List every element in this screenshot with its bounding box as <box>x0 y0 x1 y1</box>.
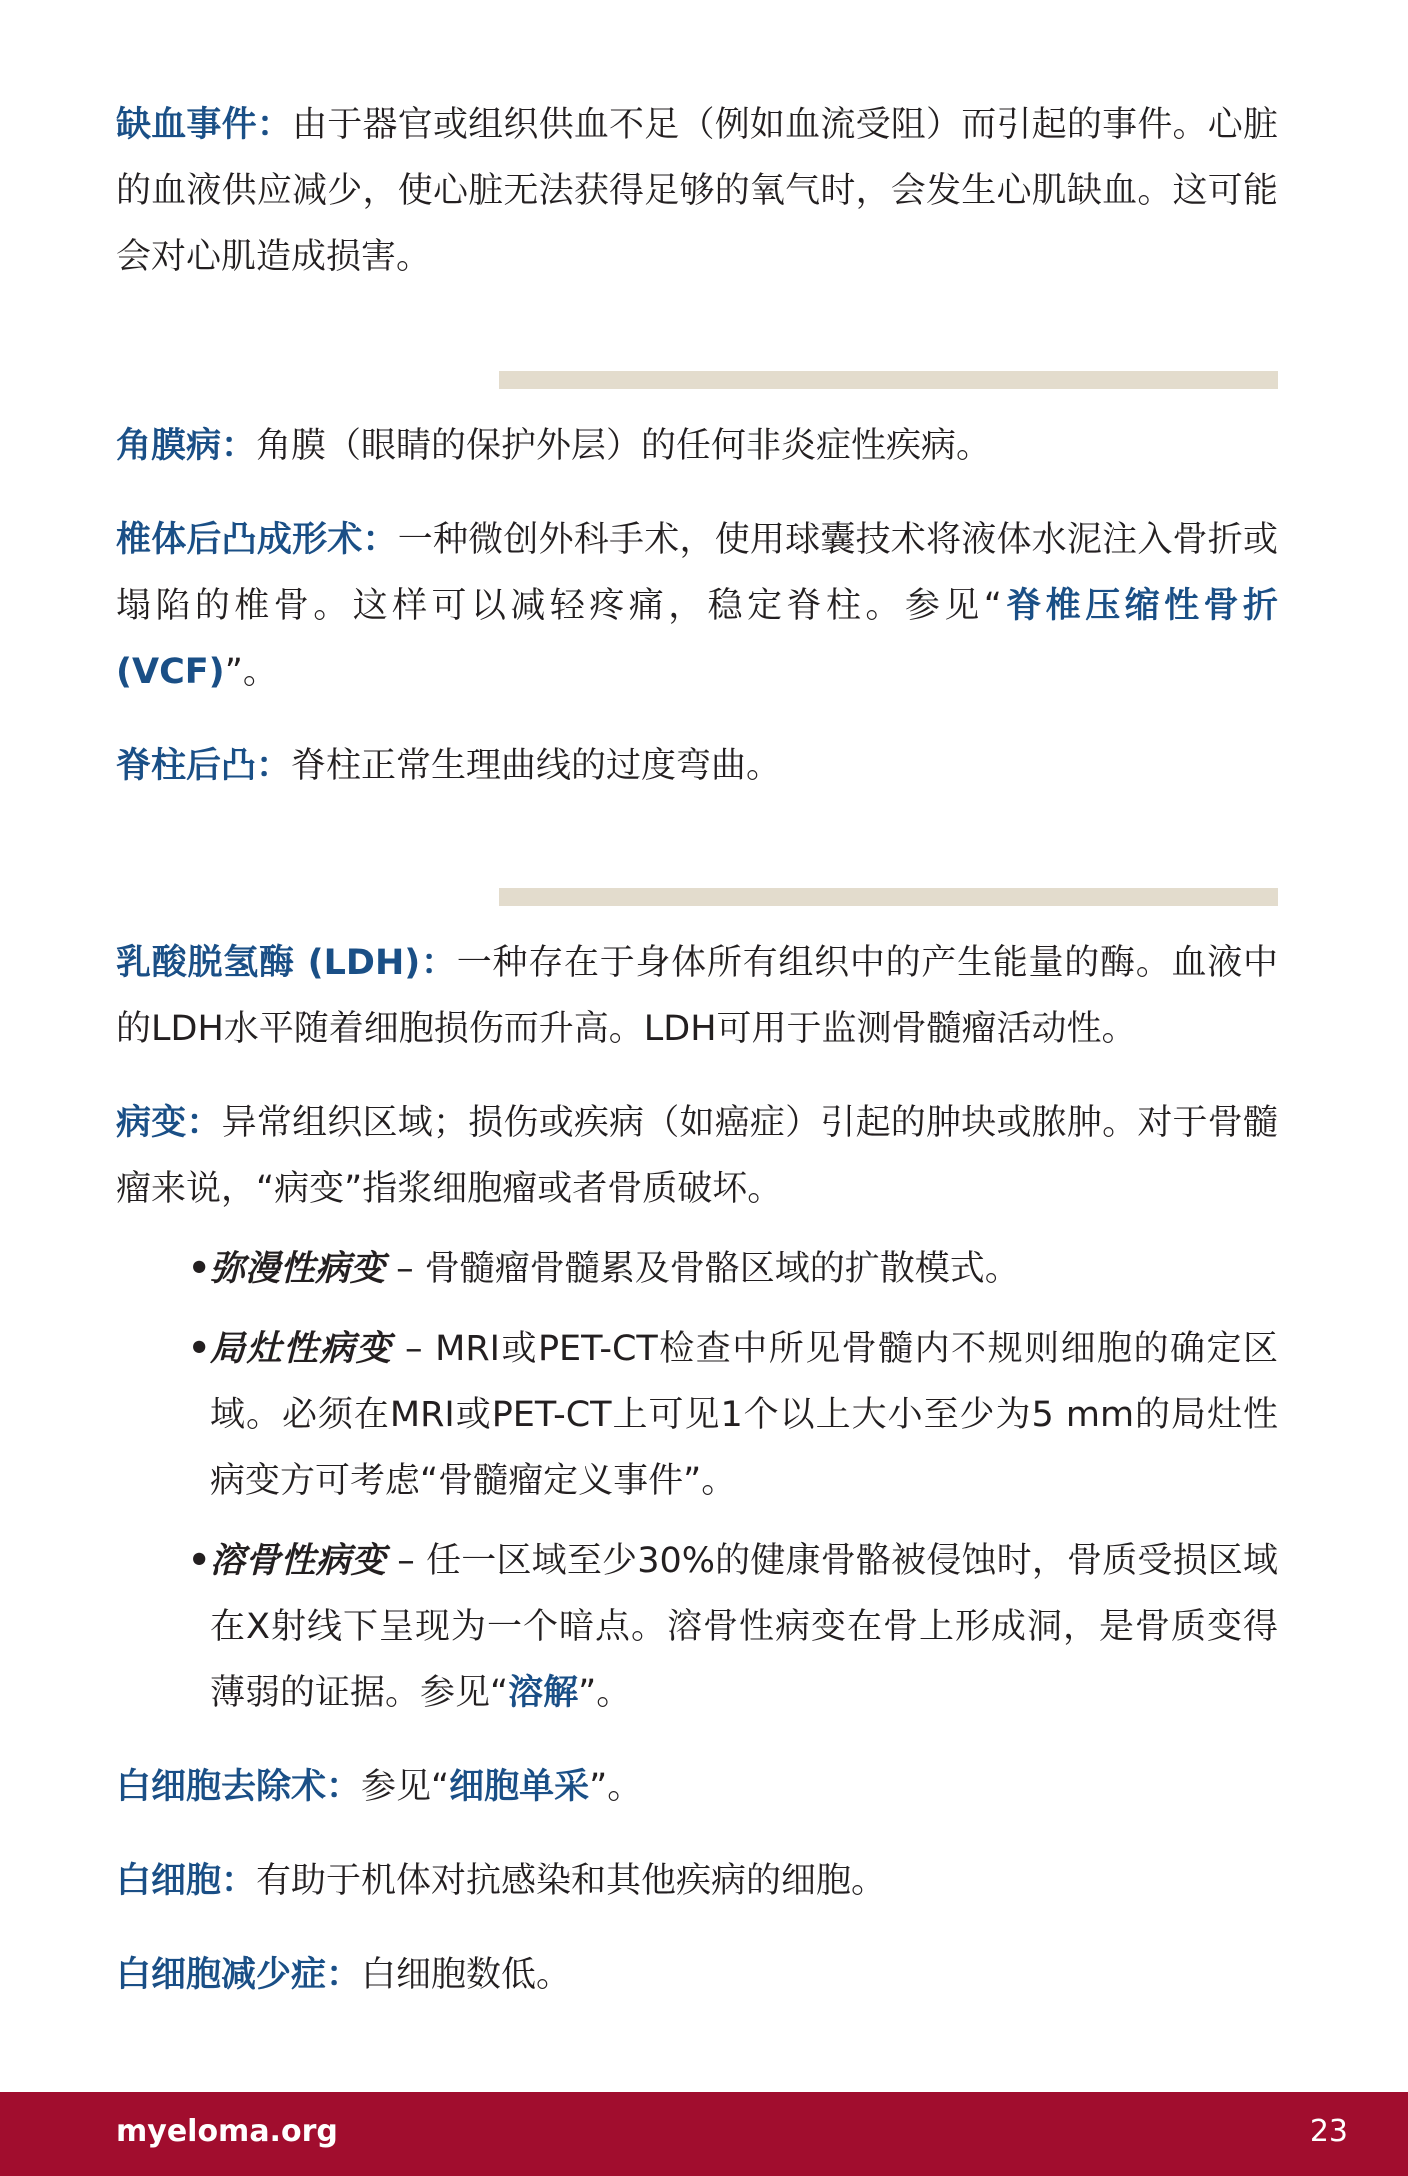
section-divider <box>499 371 1278 389</box>
glossary-term: 椎体后凸成形术： <box>116 520 398 560</box>
bullet-definition: – 骨髓瘤骨髓累及骨骼区域的扩散模式。 <box>385 1249 1020 1289</box>
glossary-entry-lesion <box>116 1090 1278 1222</box>
glossary-term: 脊柱后凸： <box>116 746 292 786</box>
glossary-term: 角膜病： <box>116 426 257 466</box>
glossary-definition: 一种存在于身体所有组织中的产生能量的酶。血液中的LDH水平随着细胞损伤而升高。LDH可用于监测骨髓瘤活动性。 <box>116 943 1278 1049</box>
section-divider <box>499 888 1278 906</box>
page-footer <box>0 2092 1408 2176</box>
bullet-marker: • <box>188 1541 211 1581</box>
bullet-definition: – 任一区域至少30%的健康骨骼被侵蚀时，骨质受损区域在X射线下呈现为一个暗点。溶骨性病变在骨上形成洞，是骨质变得薄弱的证据。参见“ <box>210 1541 1278 1713</box>
glossary-definition: 白细胞数低。 <box>361 1955 572 1995</box>
glossary-term: 病变： <box>116 1103 222 1143</box>
glossary-definition: 脊柱正常生理曲线的过度弯曲。 <box>291 746 782 786</box>
glossary-definition: 有助于机体对抗感染和其他疾病的细胞。 <box>256 1861 887 1901</box>
glossary-definition: 角膜（眼睛的保护外层）的任何非炎症性疾病。 <box>256 426 992 466</box>
glossary-term: 乳酸脱氢酶 (LDH)： <box>116 943 457 983</box>
glossary-definition-end: ”。 <box>589 1767 643 1807</box>
bullet-term: 局灶性病变 <box>210 1329 393 1369</box>
bullet-definition-end: ”。 <box>578 1673 632 1713</box>
glossary-definition: 由于器官或组织供血不足（例如血流受阻）而引起的事件。心脏的血液供应减少，使心脏无法获得足够的氧气时，会发生心肌缺血。这可能会对心肌造成损害。 <box>116 105 1278 277</box>
glossary-term: 白细胞去除术： <box>116 1767 362 1807</box>
glossary-entry-leukapheresis <box>116 1754 1278 1820</box>
glossary-term: 白细胞： <box>116 1861 257 1901</box>
cross-reference-link[interactable]: 脊椎压缩性骨折 (VCF) <box>116 586 1278 692</box>
glossary-entry-kyphoplasty <box>116 507 1278 705</box>
glossary-definition: 一种微创外科手术，使用球囊技术将液体水泥注入骨折或塌陷的椎骨。这样可以减轻疼痛，稳定脊柱。参见“ <box>116 520 1278 626</box>
bullet-marker: • <box>188 1249 211 1289</box>
footer-website-link[interactable]: myeloma.org <box>116 2114 338 2149</box>
bullet-item-focal <box>116 1316 1278 1514</box>
cross-reference-link[interactable]: 溶解 <box>508 1673 579 1713</box>
glossary-entry-keratopathy <box>116 413 1278 479</box>
bullet-term: 溶骨性病变 <box>210 1541 386 1581</box>
glossary-entry-ischemic <box>116 92 1278 290</box>
glossary-term: 缺血事件： <box>116 105 293 145</box>
glossary-entry-leukopenia <box>116 1942 1278 2008</box>
glossary-definition-end: ”。 <box>224 652 278 692</box>
bullet-definition: – MRI或PET-CT检查中所见骨髓内不规则细胞的确定区域。必须在MRI或PET-CT上可见1个以上大小至少为5 mm的局灶性病变方可考虑“骨髓瘤定义事件”。 <box>210 1329 1278 1501</box>
glossary-definition: 异常组织区域；损伤或疾病（如癌症）引起的肿块或脓肿。对于骨髓瘤来说，“病变”指浆细胞瘤或者骨质破坏。 <box>116 1103 1278 1209</box>
bullet-item-lytic <box>116 1528 1278 1726</box>
glossary-entry-kyphosis <box>116 733 1278 799</box>
glossary-page <box>116 92 1278 2008</box>
cross-reference-link[interactable]: 细胞单采 <box>449 1767 590 1807</box>
glossary-entry-ldh <box>116 930 1278 1062</box>
page-number: 23 <box>1309 2114 1348 2149</box>
glossary-definition: 参见“ <box>361 1767 450 1807</box>
bullet-term: 弥漫性病变 <box>210 1249 386 1289</box>
glossary-entry-leukocytes <box>116 1848 1278 1914</box>
glossary-term: 白细胞减少症： <box>116 1955 362 1995</box>
bullet-marker: • <box>188 1329 211 1369</box>
bullet-item-diffuse <box>116 1236 1278 1302</box>
